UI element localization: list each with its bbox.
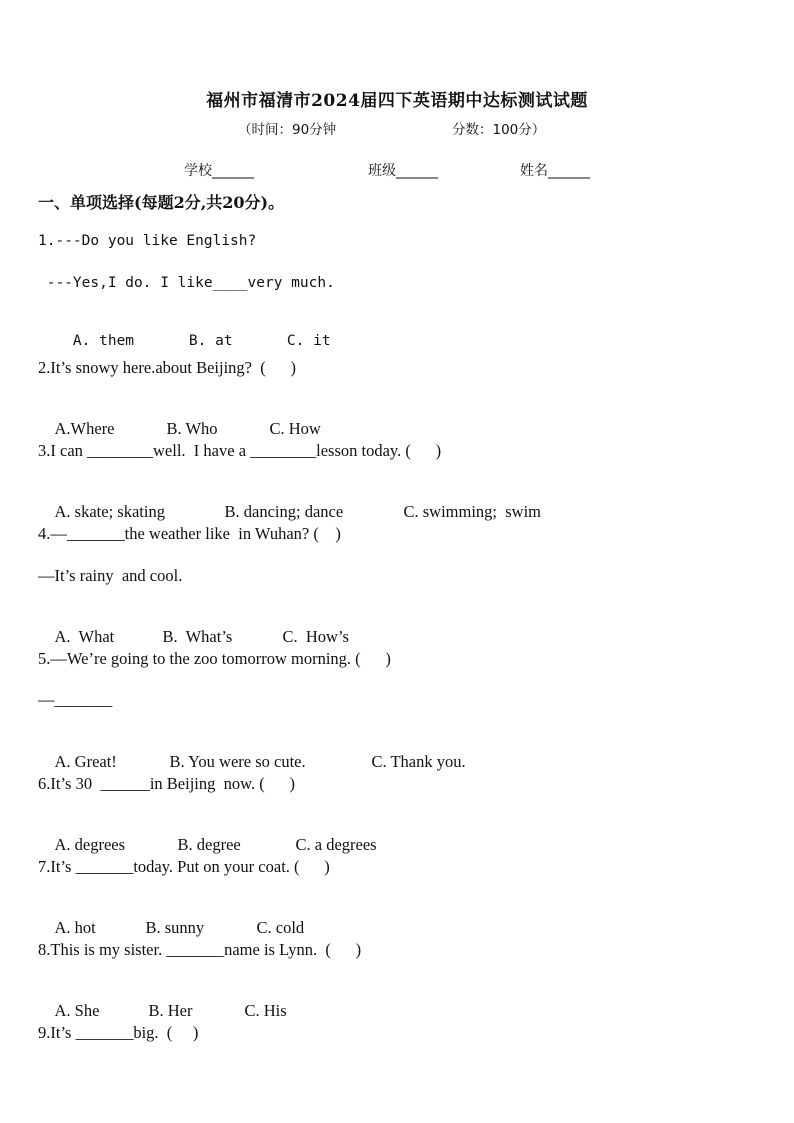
question-stem: 6.It’s 30 ______in Beijing now. ( ) <box>38 774 295 793</box>
question-stem: 8.This is my sister. _______name is Lynn. ( ) <box>38 940 362 959</box>
question-stem: 9.It’s _______big. ( ) <box>38 1023 199 1042</box>
question-answer-line: —_______ <box>38 690 113 709</box>
option-a: A. them <box>72 333 135 349</box>
exam-title: 福州市福清市2024届四下英语期中达标测试试题 <box>206 91 588 111</box>
option-a: A. What <box>54 627 115 646</box>
question-stem: 3.I can ________well. I have a ________lesson today. ( ) <box>38 441 442 460</box>
option-c: C. it <box>286 333 331 349</box>
question-answer-line: —It’s rainy and cool. <box>38 566 183 585</box>
option-a: A. Great! <box>54 752 117 771</box>
option-b: B. Who <box>166 419 218 438</box>
option-b: B. at <box>188 333 233 349</box>
option-b: B. dancing; dance <box>224 502 344 521</box>
class-field: 班级______ <box>368 163 438 179</box>
option-a: A.Where <box>54 419 115 438</box>
option-c: C. cold <box>256 918 305 937</box>
option-b: B. degree <box>177 835 241 854</box>
option-c: C. Thank you. <box>371 752 466 771</box>
option-c: C. swimming; swim <box>403 502 542 521</box>
option-b: B. What’s <box>162 627 233 646</box>
question-stem: 2.It’s snowy here.about Beijing? ( ) <box>38 358 296 377</box>
option-b: B. sunny <box>145 918 205 937</box>
option-c: C. How <box>269 419 321 438</box>
question-answer-line: ---Yes,I do. I like____very much. <box>38 275 335 291</box>
total-score: 分数：100分） <box>452 122 546 138</box>
question-stem: 1.---Do you like English? <box>38 233 257 249</box>
time-limit: （时间：90分钟 <box>238 122 337 138</box>
option-b: B. Her <box>148 1001 193 1020</box>
option-c: C. How’s <box>282 627 349 646</box>
option-a: A. skate; skating <box>54 502 165 521</box>
option-a: A. She <box>54 1001 100 1020</box>
section-heading: 一、单项选择(每题2分,共20分)。 <box>38 193 285 212</box>
option-a: A. degrees <box>54 835 126 854</box>
option-b: B. You were so cute. <box>169 752 306 771</box>
option-c: C. a degrees <box>295 835 377 854</box>
question-stem: 4.—_______the weather like in Wuhan? ( ) <box>38 524 341 543</box>
option-c: C. His <box>244 1001 287 1020</box>
question-stem: 7.It’s _______today. Put on your coat. ( ) <box>38 857 330 876</box>
question-stem: 5.—We’re going to the zoo tomorrow morning. ( ) <box>38 649 391 668</box>
school-field: 学校______ <box>184 163 254 179</box>
option-a: A. hot <box>54 918 96 937</box>
name-field: 姓名______ <box>520 163 590 179</box>
